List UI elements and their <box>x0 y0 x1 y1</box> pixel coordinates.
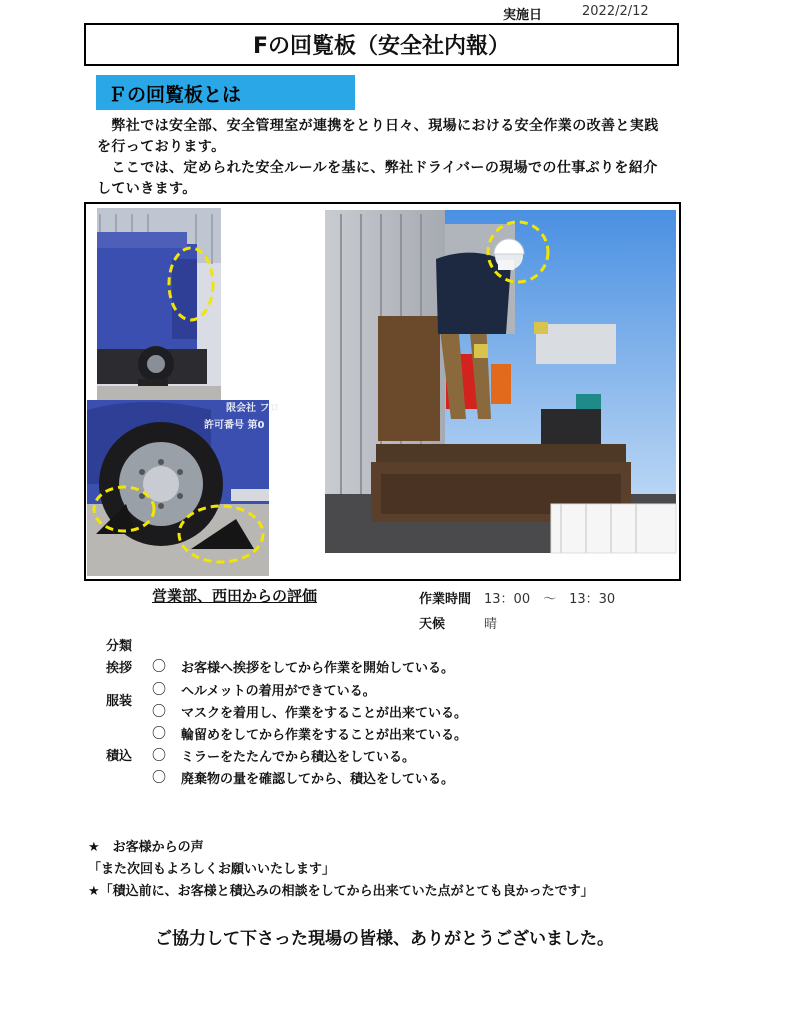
evaluation-item: 輪留めをしてから作業をすることが出来ている。 <box>181 728 468 743</box>
customer-quote: ★「積込前に、お客様と積込みの相談をしてから出来ていた点がとても良かったです」 <box>88 884 594 899</box>
intro-line: を行っております。 <box>97 139 226 155</box>
evaluation-item: お客様へ挨拶をしてから作業を開始している。 <box>181 661 455 676</box>
page-title: Fの回覧板（安全社内報） <box>84 23 679 66</box>
intro-line: ここでは、定められた安全ルールを基に、弊社ドライバーの現場での仕事ぶりを紹介 <box>97 160 658 176</box>
check-mark: 〇 <box>152 682 166 698</box>
work-time-label: 作業時間 <box>419 592 472 607</box>
photo-driver-loading <box>325 210 676 553</box>
photo-frame <box>84 202 681 581</box>
check-mark: 〇 <box>152 659 166 675</box>
closing-message: ご協力して下さった現場の皆様、ありがとうございました。 <box>155 929 614 949</box>
category-greeting: 挨拶 <box>106 661 133 676</box>
photo-truck-mirror <box>97 208 221 407</box>
evaluation-item: ミラーをたたんでから積込をしている。 <box>181 750 416 765</box>
date-value: 2022/2/12 <box>582 4 649 19</box>
evaluation-title: 営業部、西田からの評価 <box>152 587 318 605</box>
evaluation-item: 廃棄物の量を確認してから、積込をしている。 <box>181 772 455 787</box>
work-time-value: 13：00 ～ 13：30 <box>484 592 616 607</box>
truck-sign-line1: 限会社 フロ <box>226 403 280 414</box>
truck-sign-line2: 許可番号 第0 <box>204 420 265 431</box>
check-mark: 〇 <box>152 704 166 720</box>
category-loading: 積込 <box>106 749 133 764</box>
category-attire: 服装 <box>106 694 133 709</box>
customer-quote: 「また次回もよろしくお願いいたします」 <box>88 862 336 877</box>
intro-line: 弊社では安全部、安全管理室が連携をとり日々、現場における安全作業の改善と実践 <box>97 118 659 134</box>
customer-voice-heading: ★ お客様からの声 <box>88 840 204 855</box>
evaluation-item: マスクを着用し、作業をすることが出来ている。 <box>181 706 468 721</box>
photo-collage <box>86 204 679 579</box>
evaluation-item: ヘルメットの着用ができている。 <box>181 684 376 699</box>
photo-wheel-chocks <box>87 400 279 576</box>
category-header: 分類 <box>106 639 133 654</box>
intro-line: していきます。 <box>97 181 197 197</box>
date-label: 実施日 <box>503 8 543 23</box>
section-heading: Ｆの回覧板とは <box>96 75 355 110</box>
check-mark: 〇 <box>152 748 166 764</box>
weather-value: 晴 <box>484 617 498 632</box>
weather-label: 天候 <box>419 617 446 632</box>
intro-text <box>97 116 687 200</box>
check-mark: 〇 <box>152 726 166 742</box>
check-mark: 〇 <box>152 770 166 786</box>
